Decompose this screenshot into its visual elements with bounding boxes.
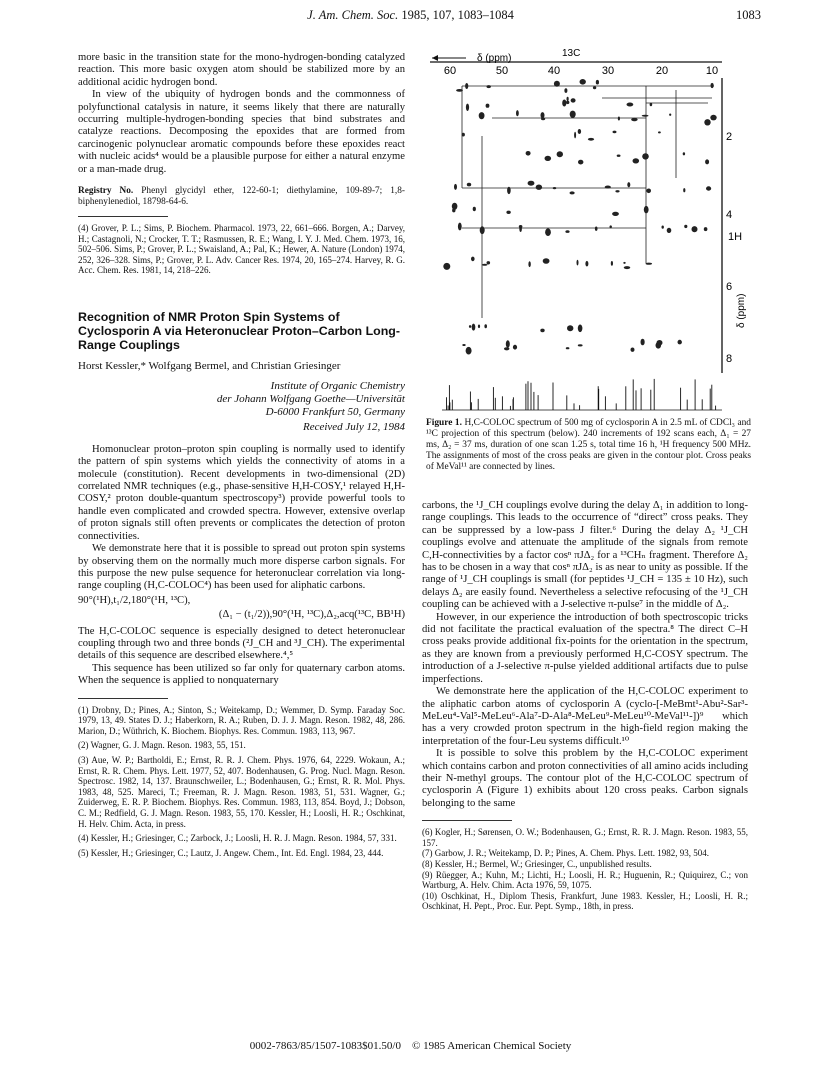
- top-ticks: [444, 65, 718, 77]
- x-tick-40: 40: [547, 65, 561, 77]
- right-ticks: [726, 131, 747, 365]
- contour-peak: [578, 129, 581, 134]
- contour-peak: [541, 112, 545, 118]
- contour-peak: [506, 211, 510, 214]
- contour-peak: [566, 347, 570, 349]
- publication-code: 0002-7863/85/1507-1083$01.50/0: [249, 1040, 401, 1052]
- contour-peak: [543, 258, 550, 264]
- affiliation-line-3: D-6000 Frankfurt 50, Germany: [265, 406, 405, 419]
- contour-peak: [578, 325, 583, 333]
- contour-peak: [595, 227, 598, 231]
- continuation-paragraph-1: more basic in the transition state for the mono-hydrogen-bonding catalyzed reaction. This more basic oxygen atom should be stabilized more by an additional acidic hydrogen bond.: [78, 52, 405, 88]
- x-tick-50: 50: [495, 65, 509, 77]
- contour-peak: [662, 226, 664, 229]
- contour-peak: [557, 151, 563, 157]
- contour-peak: [465, 83, 468, 89]
- contour-peak: [570, 191, 575, 194]
- contour-peak: [650, 103, 653, 106]
- x-tick-20: 20: [655, 65, 669, 77]
- contour-peak: [683, 188, 685, 192]
- contour-peak: [678, 340, 682, 345]
- contour-peak: [593, 86, 596, 89]
- author-list: Horst Kessler,* Wolfgang Bermel, and Christian Griesinger: [78, 360, 341, 373]
- contour-peak: [615, 190, 619, 192]
- footnote-9: (9) Rüegger, A.; Kuhn, M.; Lichti, H.; Loosli, H. R.; Huguenin, R.; Quiquirez, C.; von Wartburg, A. Helv. Chim. Acta 1976, 59, 1075.: [422, 869, 748, 891]
- contour-peak: [611, 261, 613, 266]
- contour-peak: [624, 266, 630, 269]
- right-footnote-divider: [422, 820, 512, 821]
- right-paragraph-3: We demonstrate here the application of the H,C-COLOC experiment to the aliphatic carbon atoms of cyclosporin A (cyclo-[-MeBmt¹-Abu²-Sar³-MeLeu⁴-Val⁵-MeLeu⁶-Ala⁷-D-Ala⁸-MeLeu⁹-MeLeu¹⁰-MeVal¹¹-])⁹ which has a very crowded proton spectrum in the high-field region making the interpretation of the four-Leu systems difficult.¹⁰: [422, 686, 748, 747]
- contour-peak: [605, 186, 611, 189]
- contour-peak: [565, 230, 569, 233]
- contour-peak: [516, 110, 519, 116]
- y-tick-6: 6: [726, 281, 733, 293]
- contour-peak: [567, 325, 573, 331]
- journal-citation: [60, 8, 761, 23]
- y-tick-8: 8: [726, 353, 733, 365]
- y-axis-label: δ (ppm): [736, 293, 747, 328]
- contour-peak: [472, 324, 476, 331]
- contour-peak: [469, 325, 471, 328]
- contour-peak: [570, 111, 576, 118]
- body-paragraph-2: We demonstrate here that it is possible to spread out proton spin systems by observing them on the normally much more disperse carbon signals. For this purpose the new pulse sequence for heteronuclear correlation via long-range coupling (H,C-COLOC⁴) has been used for aliphatic carbons.: [78, 543, 405, 592]
- contour-peak: [562, 100, 566, 107]
- contour-peak: [646, 189, 651, 194]
- contour-peak: [618, 117, 620, 121]
- contour-peak: [528, 181, 535, 186]
- footnote-divider-2: [78, 698, 168, 699]
- affiliation-line-1: Institute of Organic Chemistry: [270, 380, 405, 393]
- contour-peak: [478, 325, 480, 329]
- article-title: Recognition of NMR Proton Spin Systems of Cyclosporin A via Heteronuclear Proton–Carbon Long-Range Couplings: [78, 310, 400, 353]
- continuation-paragraph-2: In view of the ubiquity of hydrogen bonds and the commonness of polyfunctional catalysis in nature, it seems likely that there are naturally occurring multiple-hydrogen-bonding species that bind substrates and catalyze reactions. Decomposing the epoxides that are formed from carcinogenic polynuclear aromatic compounds before these epoxides react with nucleic acids⁴ would be a plausible purpose for either a natural enzyme or a man-made drug.: [78, 89, 405, 175]
- contour-peak: [642, 153, 649, 159]
- footnote-7: (7) Garbow, J. R.; Weitekamp, D. P.; Pines, A. Chem. Phys. Lett. 1982, 93, 504.: [422, 848, 710, 859]
- contour-peak: [462, 344, 465, 346]
- footnote-10: (10) Oschkinat, H., Diplom Thesis, Frankfurt, June 1983. Kessler, H.; Loosli, H. R.; Oschkinat, H. Pept., Proc. Eur. Pept. Symp., 18th, in press.: [422, 890, 748, 912]
- contour-peak: [571, 98, 576, 102]
- x-tick-30: 30: [601, 65, 615, 77]
- contour-peak: [646, 263, 653, 265]
- y-tick-2: 2: [726, 131, 733, 143]
- footnote-1: (1) Drobny, D.; Pines, A.; Sinton, S.; Weitekamp, D.; Wemmer, D. Symp. Faraday Soc. 1979, 13, 49. States D. J.; Haberkorn, R. A.; Ruben, D. J. J. Magn. Reson. 1982, 48, 286. Marion, D.; Wüthrich, K. Biochem. Biophys. Res. Commun. 1983, 113, 967.: [78, 704, 405, 736]
- y-tick-4: 4: [726, 209, 733, 221]
- contour-peak: [658, 131, 661, 133]
- footnote-2: (2) Wagner, G. J. Magn. Reson. 1983, 55, 151.: [78, 740, 246, 751]
- body-paragraph-1: Homonuclear proton–proton spin coupling is normally used to identify the pattern of spin systems which yields the connectivity of atoms in a molecule (constitution). Recent developments in two-dimensional (2D) correlated NMR techniques (e.g., phase-sensitive H,H-COSY,¹ relayed H,H-COSY,² proton double-quantum spectroscopy³) provide powerful tools to handle even complicated and crowded spectra. However, extensive overlap of proton signals still often prevents or complicates the detection of proton connectivities.: [78, 443, 405, 542]
- figure-caption-text: H,C-COLOC spectrum of 500 mg of cyclosporin A in 2.5 mL of CDCl₃ and ¹³C projection of this spectrum (below). 240 increments of 192 scans each, Δ₁ = 27 ms, Δ₂ = 37 ms, duration of one scan 1.25 s, total time 16 h, ¹H frequency 500 MHz. The assignments of most of the cross peaks are given in the contour plot. Cross peaks of MeVal¹¹ are connected by lines.: [426, 418, 751, 472]
- footnote-divider: [78, 216, 168, 217]
- contour-peak: [627, 103, 634, 107]
- contour-peak: [454, 184, 457, 190]
- contour-peak: [567, 97, 569, 101]
- contour-peak: [486, 104, 490, 108]
- contour-peak: [553, 187, 557, 189]
- contour-peak: [617, 155, 621, 157]
- contour-peak: [705, 159, 709, 164]
- contour-peak: [610, 225, 612, 228]
- contour-peak: [504, 347, 509, 350]
- registry-numbers: [78, 186, 405, 208]
- right-column: [422, 500, 748, 912]
- contour-peak: [692, 226, 698, 232]
- nucleus-label-13c: 13C: [562, 48, 581, 59]
- received-date: Received July 12, 1984: [302, 421, 405, 434]
- footnote-4: (4) Grover, P. L.; Sims, P. Biochem. Pharmacol. 1973, 22, 661–666. Borgen, A.; Darvey, H.; Castagnoli, N.; Crocker, T. T.; Rasmussen, R. E.; Wang, I. Y. J. Med. Chem. 1973, 16, 502–506. Sims, P.; Grover, P. L.; Swaisland, A.; Pal, K.; Hewer, A. Nature (London) 1974, 252, 326–328. Sims, P.; Grover, P. L. Adv. Cancer Res. 1974, 20, 165–274. Harvey, R. G. Acc. Chem. Res. 1981, 14, 218–226.: [78, 223, 405, 276]
- contour-peak: [578, 160, 583, 165]
- contour-peak: [479, 112, 485, 119]
- contour-peak: [588, 138, 594, 141]
- contour-peak: [443, 263, 450, 270]
- affiliation-line-2: der Johann Wolfgang Goethe—Universität: [216, 393, 405, 406]
- crosspeak-connector-lines: [462, 86, 714, 318]
- contour-peak: [541, 118, 545, 121]
- contour-peak: [574, 132, 576, 139]
- figure-label: Figure 1.: [426, 418, 462, 428]
- page-number: 1083: [736, 8, 761, 22]
- registry-text: Phenyl glycidyl ether, 122-60-1; diethylamine, 109-89-7; 1,8-biphenylenediol, 18798-64-6.: [78, 186, 405, 208]
- footnote-6: (6) Kogler, H.; Sørensen, O. W.; Bodenhausen, G.; Ernst, R. R. J. Magn. Reson. 1983, 55, 157.: [422, 827, 748, 848]
- footnote-3: (3) Aue, W. P.; Bartholdi, E.; Ernst, R. R. J. Chem. Phys. 1976, 64, 2229. Wokaun, A.; Ernst, R. R. Chem. Phys. Lett. 1977, 52, 407. Bodenhausen, G. Prog. Nucl. Magn. Reson. Spectrosc. 1982, 14, 137. Braunschweiler, L.; Bodenhausen, G.; Ernst, R. R. Mol. Phys. 1983, 48, 525. Mareci, T.; Freeman, R. J. Magn. Reson. 1983, 51, 531. Wagner, G.; Zuiderweg, E. R. P. Biochem. Biophys. Res. Commun. 1983, 113, 854. Boyd, J.; Dobson, C. M.; Redfield, G. J. Magn. Reson. 1983, 55, 170. Kessler, H.; Loosli, H. R.; Oschkinat, H. Helv. Chim. Acta, in press.: [78, 754, 405, 829]
- page-footer: [0, 1040, 821, 1052]
- contour-peak: [564, 88, 567, 93]
- figure-caption: [426, 418, 751, 473]
- contour-peak: [627, 182, 630, 187]
- carbon-projection-spectrum: [447, 379, 716, 410]
- ppm-arrow-head: [432, 55, 438, 61]
- contour-peak: [545, 228, 551, 236]
- copyright-notice: © 1985 American Chemical Society: [411, 1040, 572, 1052]
- right-paragraph-4: It is possible to solve this problem by the H,C-COLOC experiment which contains carbon and proton connectivities of all amino acids including their N-methyl groups. The contour plot of the H,C-COLOC spectrum of cyclosporin A (Figure 1) exhibits about 120 cross peaks. Carbon signals belonging to the same: [422, 748, 748, 809]
- ppm-label: δ (ppm): [477, 53, 512, 64]
- contour-peak: [526, 151, 531, 156]
- contour-peak: [528, 261, 530, 267]
- pulse-sequence-line-2: (Δ₁ − (t₁/2)),90°(¹H, ¹³C),Δ₂,acq(¹³C, BB¹H): [218, 609, 405, 621]
- contour-peak: [623, 262, 625, 264]
- contour-peak: [667, 228, 672, 233]
- contour-peak: [462, 133, 465, 137]
- contour-peak: [641, 339, 645, 346]
- contour-peak: [545, 156, 552, 161]
- body-paragraph-4: This sequence has been utilized so far only for quaternary carbon atoms. When the sequence is applied to nonquaternary: [78, 662, 405, 687]
- contour-peak: [513, 345, 517, 350]
- contour-peak: [482, 264, 488, 266]
- contour-peak: [577, 260, 579, 266]
- contour-peak: [467, 183, 471, 187]
- contour-peak: [631, 348, 635, 352]
- contour-peak: [458, 223, 462, 231]
- contour-peak: [710, 115, 716, 121]
- contour-peak: [487, 85, 491, 88]
- contour-peak: [613, 131, 617, 134]
- pulse-sequence-line-1: 90°(¹H),t₁/2,180°(¹H, ¹³C),: [78, 594, 191, 606]
- contour-peak: [566, 101, 569, 104]
- contour-peak: [612, 212, 619, 216]
- contour-peak: [585, 261, 588, 267]
- contour-peak: [704, 119, 710, 125]
- body-paragraph-3: The H,C-COLOC sequence is especially designed to detect heteronuclear coupling through two and three bonds (²J_CH and ³J_CH). The experimental details of this sequence are described elsewhere.⁴,⁵: [78, 625, 405, 662]
- x-tick-60: 60: [443, 65, 457, 77]
- contour-peak: [452, 208, 455, 212]
- contour-peak: [466, 104, 469, 111]
- running-head: [60, 8, 761, 26]
- right-paragraph-2: However, in our experience the introduction of both spectroscopic tricks did not facilitate the practical evaluation of the spectra.⁸ The direct C–H cross peaks provide additional fix-points for the orientation in the spectrum, as they are known from a previously performed H,C-COSY spectrum. The introduction of a J-selective π-pulse yielded additional artifacts due to pulse imperfections.: [422, 611, 748, 685]
- contour-peak: [471, 257, 475, 262]
- contour-peak: [507, 187, 511, 194]
- contour-peak: [657, 340, 663, 345]
- contour-peak: [480, 226, 485, 234]
- contour-peak: [519, 226, 522, 232]
- contour-peak: [706, 186, 711, 190]
- contour-peak: [683, 152, 685, 155]
- contour-peak: [487, 261, 491, 264]
- contour-peak: [631, 118, 637, 121]
- hccoloc-spectrum-figure: [422, 28, 752, 412]
- right-paragraph-1: carbons, the ¹J_CH couplings evolve during the delay Δ₁ in addition to long-range couplings. This leads to the occurrence of “direct” cross peaks. They can be suppressed by a low-pass J filter.⁶ During the delay Δ₂ ¹J_CH couplings evolve and attenuate the amplitude of the signals from remote C,H-connectivities by a factor cosⁿ πJΔ₂ for a ¹³CHₙ fragment. Therefore Δ₂ has to be chosen in a way that cosⁿ πJΔ₂ is as near to unity as possible. If the range of ¹J_CH couplings is small (for peptides ¹J_CH = 135 ± 10 Hz), such delays Δ₂ are easily found. Nevertheless a selective refocusing of the ¹J_CH coupling can be achieved with a J-selective π-pulse⁷ in the middle of Δ₂.: [422, 500, 748, 611]
- registry-label: Registry No.: [78, 186, 134, 197]
- contour-peak: [466, 347, 472, 355]
- journal-name: J. Am. Chem. Soc.: [307, 8, 399, 22]
- contour-peak: [669, 114, 671, 116]
- x-tick-10: 10: [705, 65, 719, 77]
- contour-peak: [484, 324, 487, 328]
- footnote-5: (5) Kessler, H.; Griesinger, C.; Lautz, J. Angew. Chem., Int. Ed. Engl. 1984, 23, 444.: [78, 847, 384, 858]
- contour-peak: [633, 158, 640, 163]
- contour-peak: [642, 115, 649, 117]
- contour-peak: [580, 79, 586, 85]
- contour-peak: [704, 227, 708, 231]
- y-nucleus-1h: 1H: [728, 231, 743, 243]
- contour-peak: [506, 340, 510, 347]
- contour-peak: [578, 344, 583, 346]
- footnote-8: (8) Kessler, H.; Bermel, W.; Griesinger, C., unpublished results.: [422, 858, 652, 869]
- left-column: [78, 52, 405, 862]
- contour-peak: [711, 83, 714, 88]
- contour-peak: [596, 80, 599, 85]
- citation-text: 1985, 107, 1083–1084: [401, 8, 514, 22]
- contour-peak: [540, 329, 544, 333]
- footnote-4b: (4) Kessler, H.; Griesinger, C.; Zarbock, J.; Loosli, H. R. J. Magn. Reson. 1984, 57, 331.: [78, 833, 397, 844]
- contour-peak: [536, 185, 542, 190]
- contour-peak: [684, 225, 687, 228]
- contour-peak: [456, 89, 463, 92]
- contour-peak: [644, 206, 649, 213]
- contour-peak: [554, 81, 560, 87]
- contour-peak: [473, 207, 476, 211]
